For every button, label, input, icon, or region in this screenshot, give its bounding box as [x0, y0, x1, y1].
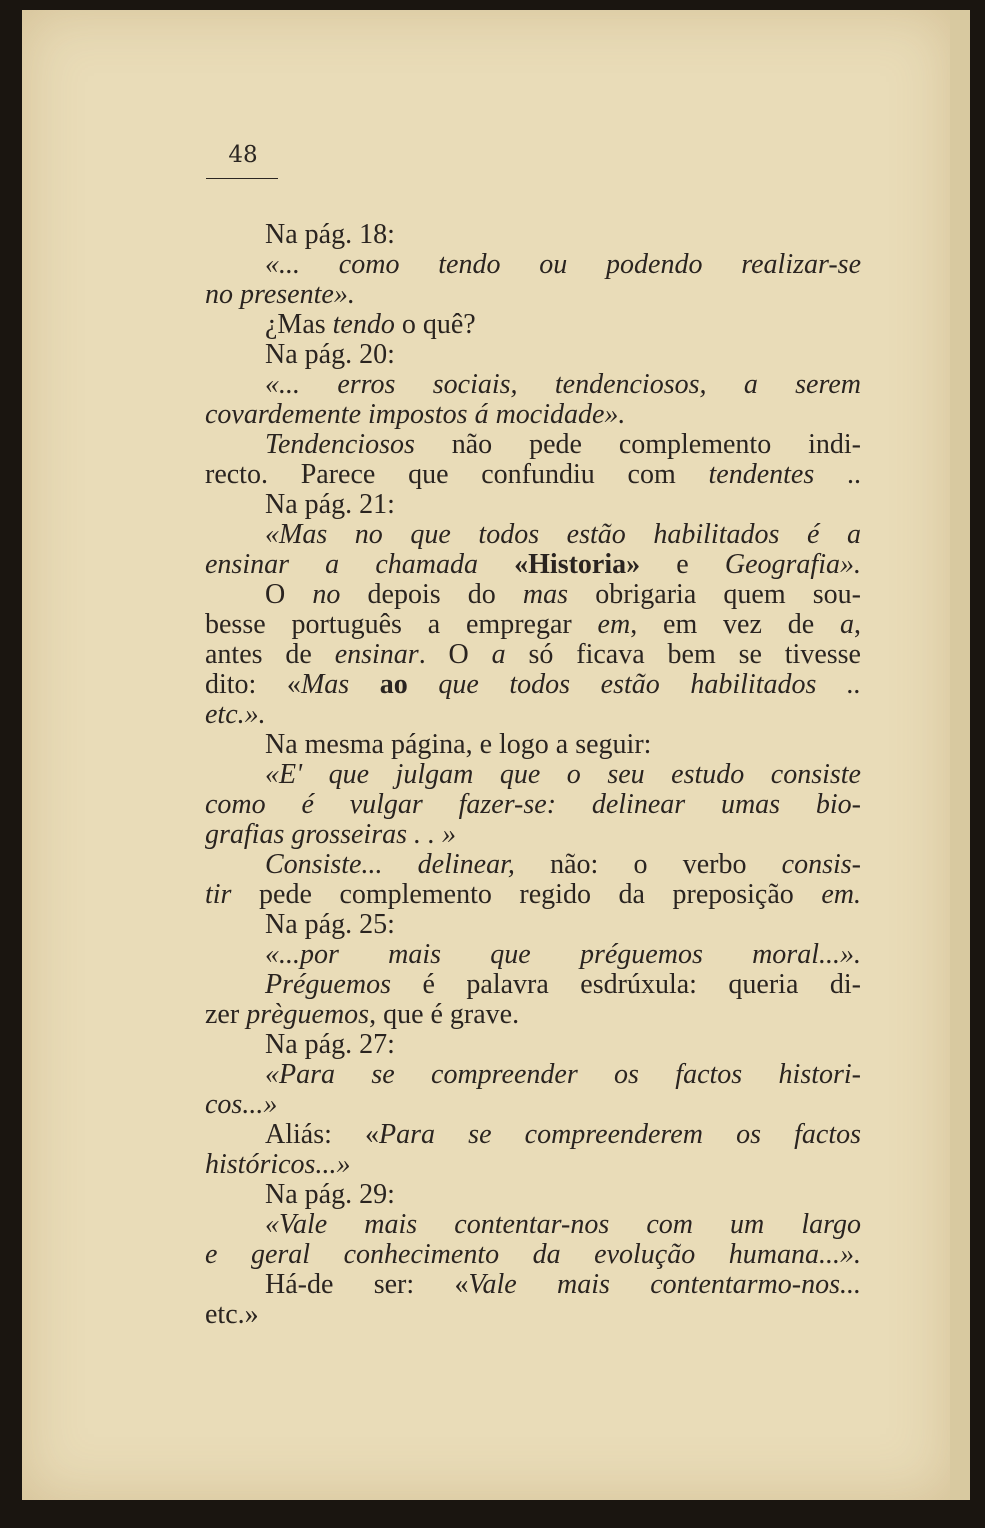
page-number: 48 — [228, 142, 258, 168]
text-line — [205, 400, 861, 430]
text-segment: a — [491, 640, 506, 670]
text-segment: covardemente impostos á mocidade». — [205, 399, 626, 430]
text-segment: não pede complemento indi- — [414, 430, 861, 460]
text-line — [205, 760, 861, 790]
text-segment: ensinar — [334, 640, 419, 670]
text-segment: etc.» — [205, 1299, 259, 1330]
text-line — [205, 880, 861, 910]
text-segment: «...por mais que préguemos moral...». — [265, 940, 861, 970]
text-segment: ao — [379, 670, 408, 700]
text-segment: Na mesma página, e logo a seguir: — [265, 729, 652, 760]
text-segment: antes de — [205, 640, 335, 670]
text-segment: o quê? — [394, 309, 476, 340]
text-line — [205, 550, 861, 580]
text-segment: obrigaria quem sou- — [568, 580, 861, 610]
text-segment: Vale mais contentarmo-nos... — [468, 1270, 861, 1300]
text-line — [205, 340, 861, 370]
text-line — [205, 1180, 861, 1210]
text-segment: . O — [418, 640, 492, 670]
text-segment: só ficava bem se tivesse — [505, 640, 861, 670]
text-segment: não: o verbo — [514, 850, 782, 880]
text-line — [205, 1300, 861, 1330]
text-line — [205, 670, 861, 700]
text-line — [205, 1240, 861, 1270]
text-line — [205, 970, 861, 1000]
text-segment: pede complemento regido da preposição — [231, 880, 822, 910]
text-segment: Há-de ser: « — [265, 1270, 469, 1300]
text-line — [205, 1090, 861, 1120]
text-segment: é palavra esdrúxula: queria di- — [390, 970, 861, 1000]
text-segment: prèguemos — [246, 999, 370, 1030]
text-segment: Na pág. 21: — [265, 489, 395, 520]
text-segment: Na pág. 29: — [265, 1179, 395, 1210]
text-segment: Geografia». — [724, 550, 861, 580]
text-segment: Para se compreenderem os factos — [379, 1120, 861, 1150]
text-line — [205, 280, 861, 310]
text-segment: , que é grave. — [369, 999, 520, 1030]
text-segment: Consiste... delinear, — [265, 850, 515, 880]
text-line — [205, 730, 861, 760]
text-line — [205, 370, 861, 400]
text-segment: depois do — [340, 580, 523, 610]
text-segment: Mas — [300, 670, 380, 700]
text-line — [205, 1210, 861, 1240]
text-segment: etc.». — [205, 699, 266, 730]
text-line — [205, 460, 861, 490]
text-line — [205, 820, 861, 850]
text-line — [205, 610, 861, 640]
text-segment: em — [597, 610, 631, 640]
body-text — [205, 220, 861, 1330]
text-segment: mas — [522, 580, 569, 610]
text-segment: , — [854, 610, 861, 640]
text-segment: ¿Mas — [265, 309, 333, 340]
text-segment: a — [840, 610, 854, 640]
text-segment: e — [640, 550, 725, 580]
text-segment: Na pág. 27: — [265, 1029, 395, 1060]
text-segment: cos...» — [205, 1089, 278, 1120]
text-line — [205, 910, 861, 940]
text-segment: tendentes — [708, 460, 815, 490]
text-line — [205, 220, 861, 250]
text-line — [205, 310, 861, 340]
text-line — [205, 580, 861, 610]
text-line — [205, 640, 861, 670]
text-line — [205, 1060, 861, 1090]
page-edge — [950, 10, 970, 1500]
text-segment: Aliás: « — [265, 1120, 380, 1150]
text-segment: no presente». — [205, 279, 355, 310]
text-segment: e geral conhecimento da evolução humana...». — [205, 1240, 861, 1270]
text-segment: Préguemos — [265, 970, 391, 1000]
text-segment: grafias grosseiras . . » — [205, 819, 457, 850]
text-segment: zer — [205, 999, 247, 1030]
text-line — [205, 1000, 861, 1030]
text-segment: em. — [821, 880, 861, 910]
text-segment: no — [312, 580, 341, 610]
text-line — [205, 1270, 861, 1300]
text-segment: .. — [814, 460, 861, 490]
text-segment: Na pág. 18: — [265, 219, 395, 250]
text-line — [205, 940, 861, 970]
text-segment: dito: « — [205, 670, 301, 700]
text-line — [205, 1030, 861, 1060]
text-line — [205, 490, 861, 520]
text-line — [205, 520, 861, 550]
text-segment: «Vale mais contentar-nos com um largo — [265, 1210, 861, 1240]
text-segment: , em vez de — [630, 610, 840, 640]
text-segment: tendo — [332, 309, 395, 340]
text-line — [205, 700, 861, 730]
text-segment: Na pág. 20: — [265, 339, 395, 370]
text-segment: «... erros sociais, tendenciosos, a serem — [265, 370, 861, 400]
text-segment: «Para se compreender os factos histori- — [265, 1060, 861, 1090]
text-line — [205, 850, 861, 880]
text-segment: ensinar a chamada — [205, 550, 515, 580]
text-line — [205, 1150, 861, 1180]
text-segment: consis- — [781, 850, 861, 880]
text-line — [205, 250, 861, 280]
text-segment: O — [265, 580, 313, 610]
text-segment: besse português a empregar — [205, 610, 598, 640]
page-number-rule — [206, 178, 278, 179]
text-segment: recto. Parece que confundiu com — [205, 460, 709, 490]
text-segment: tir — [205, 880, 232, 910]
text-segment: como é vulgar fazer-se: delinear umas bio- — [205, 790, 861, 820]
text-segment: Na pág. 25: — [265, 909, 395, 940]
text-segment: «... como tendo ou podendo realizar-se — [265, 250, 861, 280]
text-line — [205, 1120, 861, 1150]
text-segment: Tendenciosos — [265, 430, 415, 460]
text-line — [205, 430, 861, 460]
text-line — [205, 790, 861, 820]
text-segment: «Historia» — [514, 550, 641, 580]
text-segment: «E' que julgam que o seu estudo consiste — [265, 760, 861, 790]
text-segment: históricos...» — [205, 1149, 351, 1180]
text-segment: que todos estão habilitados .. — [407, 670, 861, 700]
text-segment: «Mas no que todos estão habilitados é a — [265, 520, 861, 550]
